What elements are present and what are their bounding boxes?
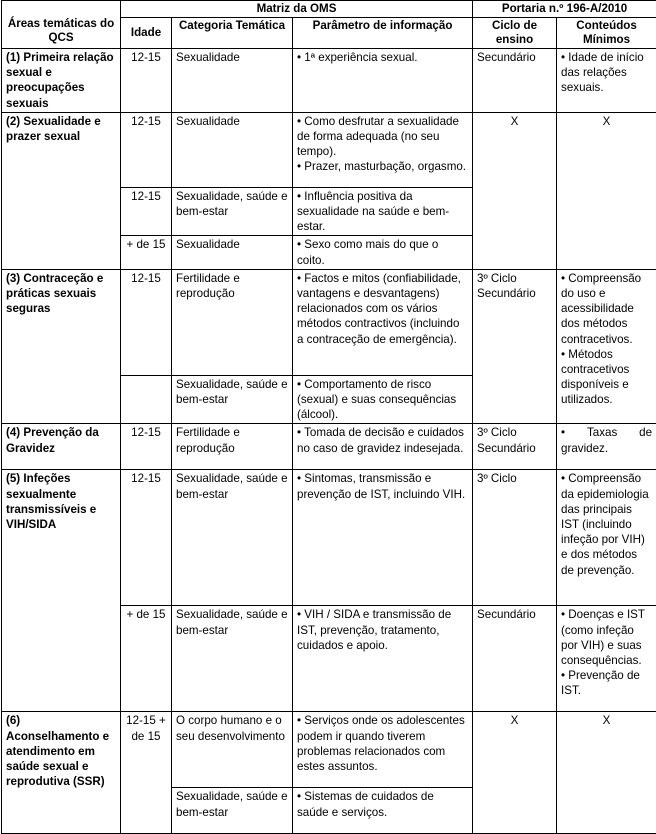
idade-cell: 12-15	[121, 470, 172, 606]
parametro-cell: • Factos e mitos (confiabilidade, vantagens e desvantagens) relacionados com os vários métodos contractivos (incluindo a contraceção de emergência).	[293, 269, 473, 375]
idade-cell: + de 15	[121, 236, 172, 269]
header-ciclo: Ciclo de ensino	[473, 18, 557, 49]
header-matriz-oms: Matriz da OMS	[121, 1, 473, 18]
table-row	[2, 470, 656, 606]
conteudos-cell	[557, 424, 656, 470]
idade-cell: + de 15	[121, 606, 172, 712]
area-cell: (2) Sexualidade e prazer sexual	[2, 112, 121, 269]
parametro-cell: • Sexo como mais do que o coito.	[293, 236, 473, 269]
parametro-cell: • Influência positiva da sexualidade na saúde e bem-estar.	[293, 187, 473, 236]
conteudos-cell: • Compreensão da epidemiologia das principais IST (incluindo infeção por VIH) e dos métodos de prevenção.	[557, 470, 656, 606]
categoria-cell: Sexualidade, saúde e bem-estar	[172, 788, 293, 834]
conteudos-item: • Doenças e IST (como infeção por VIH) e suas consequências.	[561, 607, 652, 668]
conteudos-item: • Prevenção de IST.	[561, 668, 652, 698]
categoria-cell: Fertilidade e reprodução	[172, 424, 293, 470]
header-areas: Áreas temáticas do QCS	[2, 1, 121, 49]
conteudos-cell	[557, 269, 656, 424]
ciclo-cell: 3º Ciclo Secundário	[473, 269, 557, 424]
idade-cell: 12-15	[121, 187, 172, 236]
parametro-cell: • Serviços onde os adolescentes podem ir quando tiverem problemas relacionados com estes assuntos.	[293, 712, 473, 788]
header-conteudos: Conteúdos Mínimos	[557, 18, 656, 49]
ciclo-cell: X	[473, 712, 557, 834]
categoria-cell: Sexualidade, saúde e bem-estar	[172, 375, 293, 424]
table-row	[2, 424, 656, 470]
conteudos-word: Taxas	[587, 425, 617, 440]
ciclo-cell: 3º Ciclo Secundário	[473, 424, 557, 470]
conteudos-cell: X	[557, 712, 656, 834]
idade-cell: 12-15 + de 15	[121, 712, 172, 834]
conteudos-item: • Métodos contracetivos disponíveis e utilizados.	[561, 347, 652, 408]
parametro-item: • Prazer, masturbação, orgasmo.	[297, 159, 468, 174]
parametro-cell	[293, 112, 473, 187]
header-portaria: Portaria n.º 196-A/2010	[473, 1, 656, 18]
conteudos-cell	[557, 606, 656, 712]
ciclo-cell: 3º Ciclo	[473, 470, 557, 606]
conteudos-item: gravidez.	[561, 441, 652, 456]
categoria-cell: Sexualidade	[172, 236, 293, 269]
header-parametro: Parâmetro de informação	[293, 18, 473, 49]
parametro-cell: • 1ª experiência sexual.	[293, 49, 473, 113]
parametro-cell: • Sistemas de cuidados de saúde e serviços.	[293, 788, 473, 834]
conteudos-cell: • Idade de início das relações sexuais.	[557, 49, 656, 113]
area-cell: (3) Contraceção e práticas sexuais seguras	[2, 269, 121, 424]
idade-cell: 12-15	[121, 49, 172, 113]
categoria-cell: Sexualidade	[172, 112, 293, 187]
table-row	[2, 112, 656, 187]
table-row	[2, 49, 656, 113]
header-categoria: Categoria Temática	[172, 18, 293, 49]
idade-cell: 12-15	[121, 424, 172, 470]
conteudos-cell: X	[557, 112, 656, 269]
area-cell: (6) Aconselhamento e atendimento em saúde sexual e reprodutiva (SSR)	[2, 712, 121, 834]
conteudos-word: de	[639, 425, 652, 440]
conteudos-bullet: •	[561, 425, 565, 440]
table-row	[2, 269, 656, 375]
area-cell: (4) Prevenção da Gravidez	[2, 424, 121, 470]
area-cell: (1) Primeira relação sexual e preocupações sexuais	[2, 49, 121, 113]
qcs-oms-table	[1, 0, 656, 834]
categoria-cell: O corpo humano e o seu desenvolvimento	[172, 712, 293, 788]
parametro-cell: • VIH / SIDA e transmissão de IST, prevenção, tratamento, cuidados e apoio.	[293, 606, 473, 712]
idade-cell: 12-15	[121, 112, 172, 187]
ciclo-cell: X	[473, 112, 557, 269]
idade-cell	[121, 375, 172, 424]
parametro-cell: • Sintomas, transmissão e prevenção de IST, incluindo VIH.	[293, 470, 473, 606]
categoria-cell: Sexualidade, saúde e bem-estar	[172, 606, 293, 712]
ciclo-cell: Secundário	[473, 49, 557, 113]
categoria-cell: Fertilidade e reprodução	[172, 269, 293, 375]
idade-cell: 12-15	[121, 269, 172, 375]
categoria-cell: Sexualidade, saúde e bem-estar	[172, 187, 293, 236]
ciclo-cell: Secundário	[473, 606, 557, 712]
parametro-cell: • Tomada de decisão e cuidados no caso de gravidez indesejada.	[293, 424, 473, 470]
categoria-cell: Sexualidade	[172, 49, 293, 113]
area-cell: (5) Infeções sexualmente transmissíveis e VIH/SIDA	[2, 470, 121, 712]
parametro-item: • Como desfrutar a sexualidade de forma adequada (no seu tempo).	[297, 114, 468, 160]
conteudos-item: • Compreensão do uso e acessibilidade dos métodos contracetivos.	[561, 271, 652, 347]
header-idade: Idade	[121, 18, 172, 49]
categoria-cell: Sexualidade, saúde e bem-estar	[172, 470, 293, 606]
table-row	[2, 712, 656, 788]
parametro-cell: • Comportamento de risco (sexual) e suas consequências (álcool).	[293, 375, 473, 424]
